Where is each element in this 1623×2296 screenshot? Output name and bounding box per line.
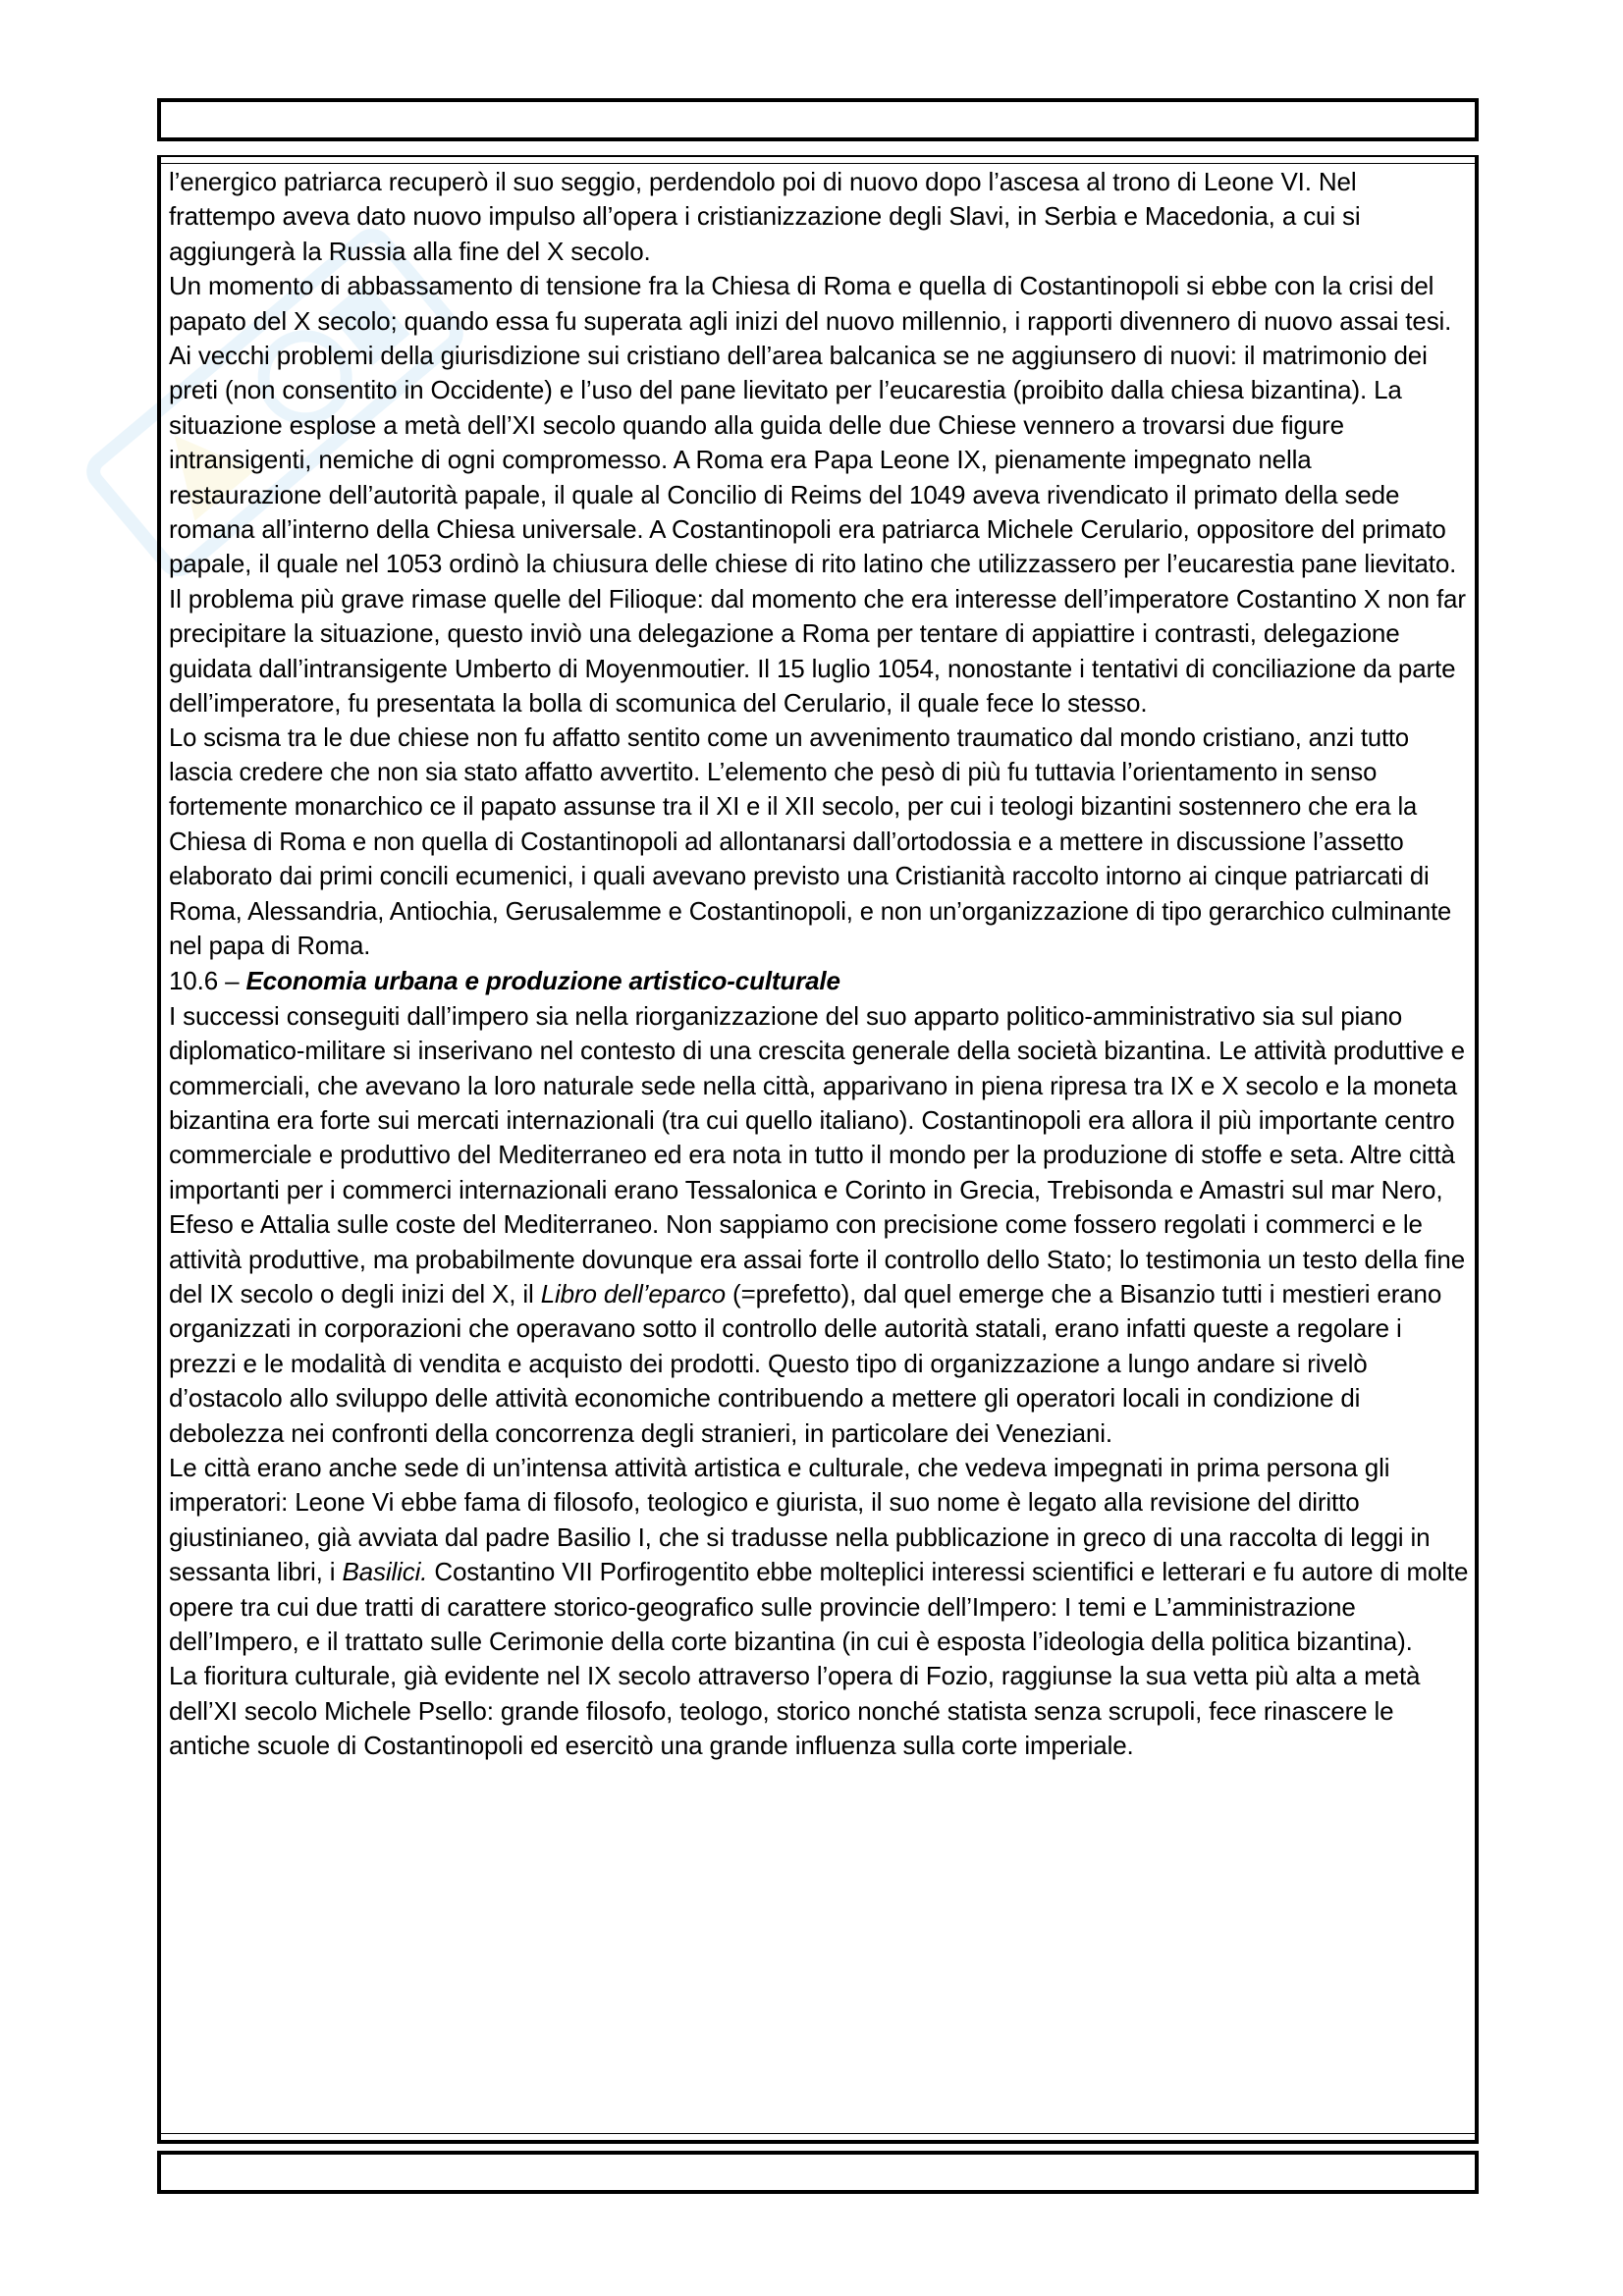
footer-frame — [157, 2151, 1479, 2194]
paragraph-4-part-b: (=prefetto), dal quel emerge che a Bisanzio tutti i mestieri erano organizzati in corporazioni che operavano sotto il controllo delle autorità statali, erano infatti queste a regolare i prezzi e le modalità di vendita e acquisto dei prodotti. Questo tipo di organizzazione a lungo andare si rivelò d’ostacolo allo sviluppo delle attività economiche contribuendo a mettere gli operatori locali in condizione di debolezza nei confronti della concorrenza degli stranieri, in particolare dei Veneziani. — [169, 1279, 1442, 1448]
paragraph-1: l’energico patriarca recuperò il suo seggio, perdendolo poi di nuovo dopo l’ascesa al trono di Leone VI. Nel frattempo aveva dato nuovo impulso all’opera i cristianizzazione degli Slavi, in Serbia e Macedonia, a cui si aggiungerà la Russia alla fine del X secolo. — [169, 167, 1361, 266]
header-frame — [157, 98, 1479, 141]
paragraph-6: La fioritura culturale, già evidente nel IX secolo attraverso l’opera di Fozio, raggiunse la sua vetta più alta a metà dell’XI secolo Michele Psello: grande filosofo, teologo, storico nonché statista senza scrupoli, fece rinascere le antiche scuole di Costantinopoli ed esercitò una grande influenza sulla corte imperiale. — [169, 1661, 1421, 1761]
paragraph-5-part-b: Costantino VII Porfirogentito ebbe molteplici interessi scientifici e letterari e fu autore di molte opere tra cui due tratti di carattere storico-geografico sulle provincie dell’Impero: I temi e L’amministrazione dell’Impero, e il trattato sulle Cerimonie della corte bizantina (in cui è esposta l’ideologia della politica bizantina). — [169, 1557, 1469, 1657]
paragraph-4-part-a: I successi conseguiti dall’impero sia nella riorganizzazione del suo apparto politico-amministrativo sia sul piano diplomatico-militare si inserivano nel contesto di una crescita generale della società bizantina. Le attività produttive e commerciali, che avevano la loro naturale sede nella città, apparivano in piena ripresa tra IX e X secolo e la moneta bizantina era forte sui mercati internazionali (tra cui quello italiano). Costantinopoli era allora il più importante centro commerciale e produttivo del Mediterraneo ed era nota in tutto il mondo per la produzione di stoffe e seta. Altre città importanti per i commerci internazionali erano Tessalonica e Corinto in Grecia, Trebisonda e Amastri sul mar Nero, Efeso e Attalia sulle coste del Mediterraneo. Non sappiamo con precisione come fossero regolati i commerci e le attività produttive, ma probabilmente dovunque era assai forte il controllo dello Stato; lo testimonia un testo della fine del IX secolo o degli inizi del X, il — [169, 1000, 1466, 1308]
section-number: 10.6 – — [169, 966, 246, 996]
content-frame — [157, 155, 1479, 2144]
paragraph-5-part-a: Le città erano anche sede di un’intensa attività artistica e culturale, che vedeva impegnati in prima persona gli imperatori: Leone Vi ebbe fama di filosofo, teologico e giurista, il suo nome è legato alla revisione del diritto giustinianeo, già avviata dal padre Basilio I, che si tradusse nella pubblicazione in greco di una raccolta di leggi in sessanta libri, i — [169, 1453, 1431, 1587]
basilici-title: Basilici. — [342, 1557, 428, 1587]
body-text — [169, 165, 1470, 1764]
libro-eparco-title: Libro dell’eparco — [540, 1279, 726, 1308]
section-title: Economia urbana e produzione artistico-culturale — [245, 966, 840, 996]
section-heading — [169, 964, 1470, 998]
paragraph-5 — [169, 1451, 1470, 1659]
paragraph-2: Un momento di abbassamento di tensione fra la Chiesa di Roma e quella di Costantinopoli si ebbe con la crisi del papato del X secolo; quando essa fu superata agli inizi del nuovo millennio, i rapporti divennero di nuovo assai tesi. Ai vecchi problemi della giurisdizione sui cristiano dell’area balcanica se ne aggiunsero di nuovi: il matrimonio dei preti (non consentito in Occidente) e l’uso del pane lievitato per l’eucarestia (proibito dalla chiesa bizantina). La situazione esplose a metà dell’XI secolo quando alla guida delle due Chiese vennero a trovarsi due figure intransigenti, nemiche di ogni compromesso. A Roma era Papa Leone IX, pienamente impegnato nella restaurazione dell’autorità papale, il quale al Concilio di Reims del 1049 aveva rivendicato il primato della sede romana all’interno della Chiesa universale. A Costantinopoli era patriarca Michele Cerulario, oppositore del primato papale, il quale nel 1053 ordinò la chiusura delle chiese di rito latino che utilizzassero per l’eucarestia pane lievitato. Il problema più grave rimase quelle del Filioque: dal momento che era interesse dell’imperatore Costantino X non far precipitare la situazione, questo inviò una delegazione a Roma per tentare di appiattire i contrasti, delegazione guidata dall’intransigente Umberto di Moyenmoutier. Il 15 luglio 1054, nonostante i tentativi di conciliazione da parte dell’imperatore, fu presentata la bolla di scomunica del Cerulario, il quale fece lo stesso. — [169, 271, 1466, 719]
paragraph-3: Lo scisma tra le due chiese non fu affatto sentito come un avvenimento traumatico dal mondo cristiano, anzi tutto lascia credere che non sia stato affatto avvertito. L’elemento che pesò di più fu tuttavia l’orientamento in senso fortemente monarchico ce il papato assunse tra il XI e il XII secolo, per cui i teologi bizantini sostennero che era la Chiesa di Roma e non quella di Costantinopoli ad allontanarsi dall’ortodossia e a mettere in discussione l’assetto elaborato dai primi concili ecumenici, i quali avevano previsto una Cristianità raccolto intorno ai cinque patriarcati di Roma, Alessandria, Antiochia, Gerusalemme e Costantinopoli, e non un’organizzazione di tipo gerarchico culminante nel papa di Roma. — [169, 723, 1452, 960]
paragraph-4 — [169, 999, 1470, 1451]
